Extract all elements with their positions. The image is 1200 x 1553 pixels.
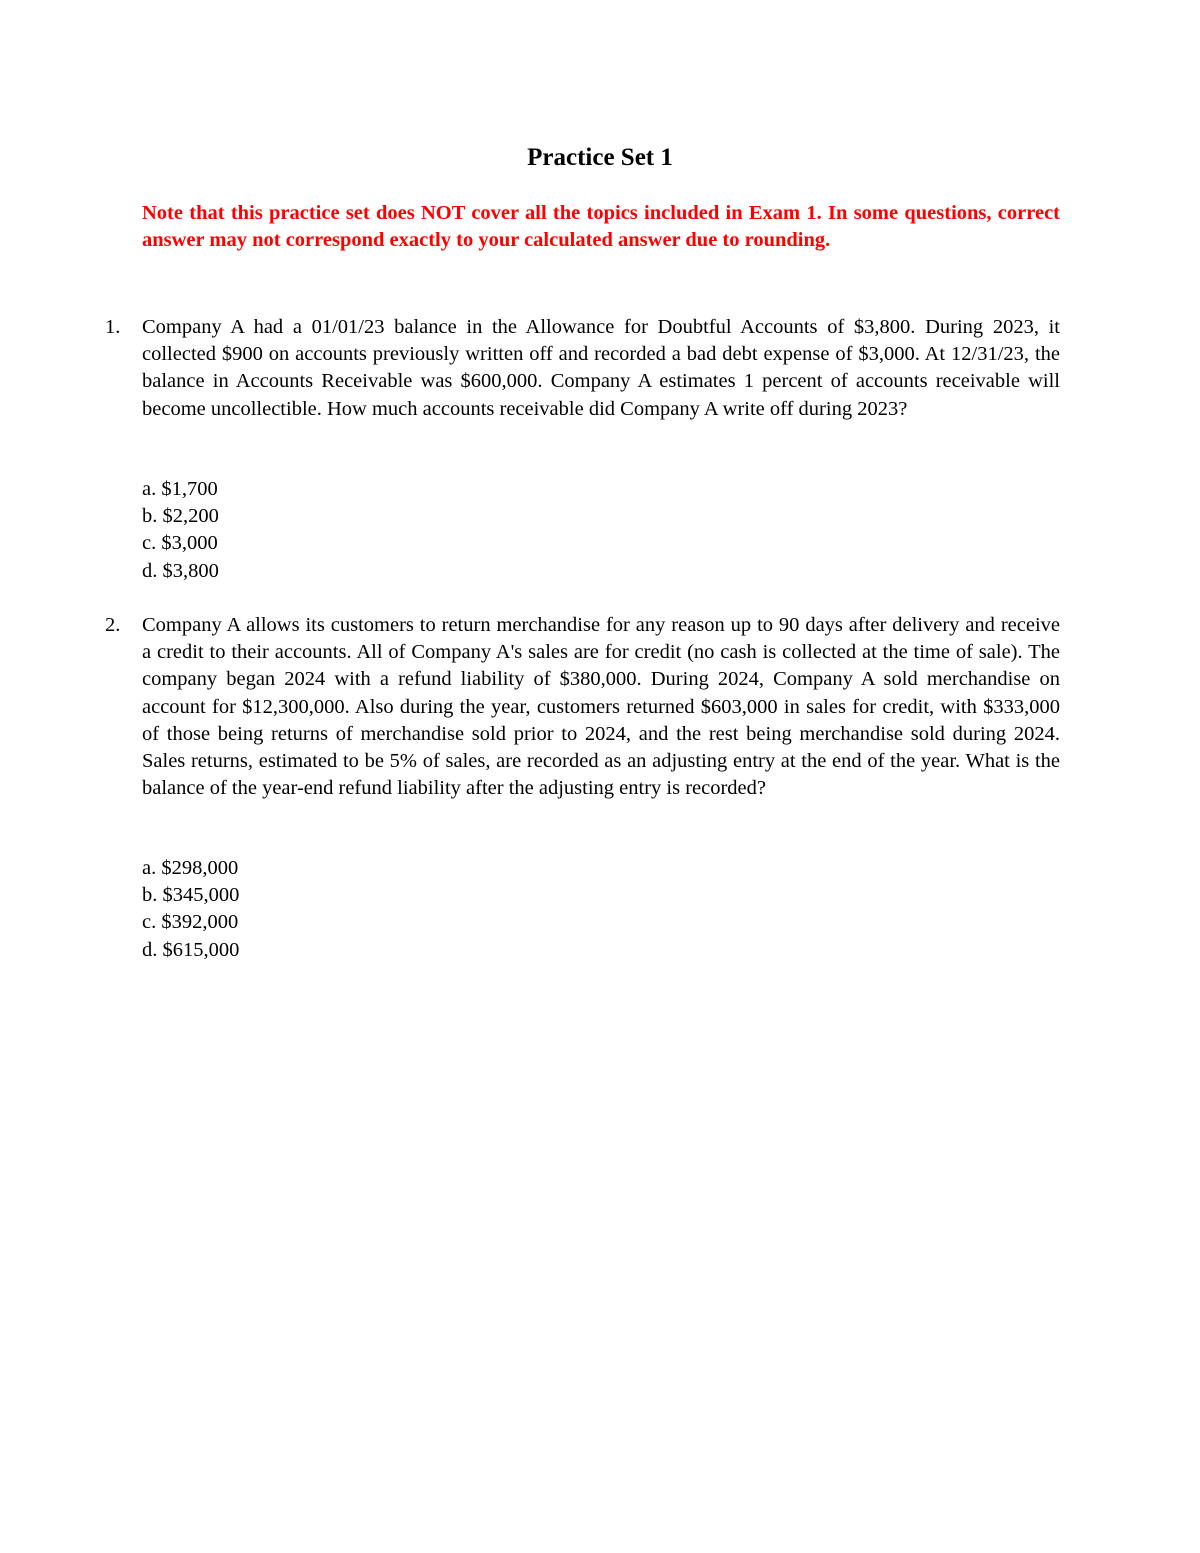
question-1 (105, 314, 1060, 423)
answer-option: c. $3,000 (142, 532, 218, 555)
page-title: Practice Set 1 (527, 144, 673, 171)
answer-option: a. $1,700 (142, 478, 218, 500)
answer-option: b. $2,200 (142, 505, 219, 528)
question-text: Company A allows its customers to return merchandise for any reason up to 90 days after delivery and receive a credit to their accounts. All of Company A's sales are for credit (no cash is collected at the time of sale). The company began 2024 with a refund liability of $380,000. During 2024, Company A sold merchandise on account for $12,300,000. Also during the year, customers returned $603,000 in sales for credit, with $333,000 of those being returns of merchandise sold prior to 2024, and the rest being merchandise sold during 2024. Sales returns, estimated to be 5% of sales, are recorded as an adjusting entry at the end of the year. What is the balance of the year-end refund liability after the adjusting entry is recorded? (142, 614, 1060, 800)
answer-option: a. $298,000 (142, 857, 239, 879)
question-1-options (142, 476, 542, 585)
question-number: 1. (105, 316, 121, 338)
question-2 (105, 612, 1060, 802)
answer-option: b. $345,000 (142, 884, 240, 907)
question-number: 2. (105, 614, 121, 636)
practice-set-note: Note that this practice set does NOT cover all the topics included in Exam 1. In some questions, correct answer may not correspond exactly to your calculated answer due to rounding. (142, 202, 1060, 251)
answer-option: c. $392,000 (142, 911, 239, 934)
answer-option: d. $615,000 (142, 938, 240, 961)
question-text: Company A had a 01/01/23 balance in the Allowance for Doubtful Accounts of $3,800. During 2023, it collected $900 on accounts previously written off and recorded a bad debt expense of $3,000. At 12/31/23, the balance in Accounts Receivable was $600,000. Company A estimates 1 percent of accounts receivable will become uncollectible. How much accounts receivable did Company A write off during 2023? (142, 316, 1060, 420)
question-2-options (142, 855, 542, 964)
answer-option: d. $3,800 (142, 559, 219, 582)
